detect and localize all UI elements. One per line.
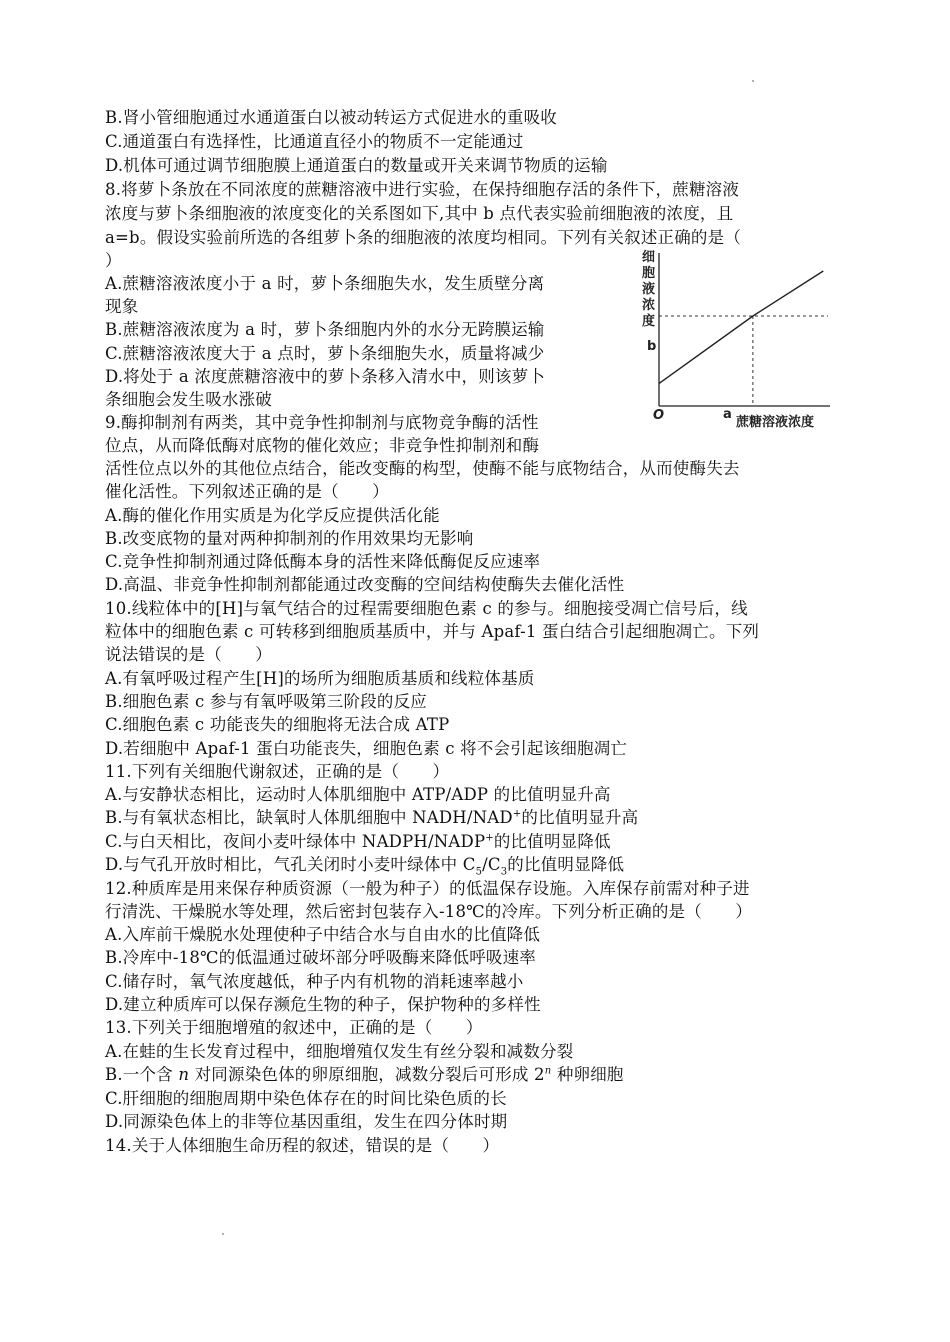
- q9-option-d: D.高温、非竞争性抑制剂都能通过改变酶的空间结构使酶失去催化活性: [105, 575, 625, 594]
- tick-label-a: a: [723, 407, 732, 422]
- q9-option-b: B.改变底物的量对两种抑制剂的作用效果均无影响: [105, 529, 474, 548]
- q13-stem: 13.下列关于细胞增殖的叙述中，正确的是（ ）: [105, 1018, 483, 1037]
- series-line-cell-sap: [659, 271, 823, 384]
- q12-option-a: A.入库前干燥脱水处理使种子中结合水与自由水的比值降低: [105, 925, 541, 944]
- q8-stem-line3: a=b。假设实验前所选的各组萝卜条的细胞液的浓度均相同。下列有关叙述正确的是（: [105, 228, 742, 247]
- q9-option-c: C.竞争性抑制剂通过降低酶本身的活性来降低酶促反应速率: [105, 552, 541, 571]
- q12-option-c: C.储存时，氧气浓度越低，种子内有机物的消耗速率越小: [105, 972, 524, 991]
- q13-option-b: B.一个含 n 对同源染色体的卵原细胞，减数分裂后可形成 2$^n$ 种卵细胞: [105, 1065, 624, 1084]
- q12-option-d: D.建立种质库可以保存濒危生物的种子，保护物种的多样性: [105, 995, 541, 1014]
- scan-speck: [752, 80, 754, 82]
- q10-option-b: B.细胞色素 c 参与有氧呼吸第三阶段的反应: [105, 692, 428, 711]
- q8-option-c: C.蔗糖溶液浓度大于 a 点时，萝卜条细胞失水，质量将减少: [105, 344, 545, 363]
- q9-stem-line3: 活性位点以外的其他位点结合，能改变酶的构型，使酶不能与底物结合，从而使酶失去: [105, 459, 740, 478]
- q9-stem-line2: 位点，从而降低酶对底物的催化效应；非竞争性抑制剂和酶: [105, 436, 540, 455]
- q10-stem-line2: 粒体中的细胞色素 c 可转移到细胞质基质中，并与 Apaf-1 蛋白结合引起细胞凋亡。下列: [105, 622, 760, 641]
- y-axis-label-char: 细: [642, 250, 656, 265]
- y-axis-label-char: 液: [642, 282, 656, 297]
- q8-stem-line1: 8.将萝卜条放在不同浓度的蔗糖溶液中进行实验，在保持细胞存活的条件下，蔗糖溶液: [105, 180, 740, 199]
- q10-option-a: A.有氧呼吸过程产生[H]的场所为细胞质基质和线粒体基质: [105, 669, 535, 688]
- q10-option-d: D.若细胞中 Apaf-1 蛋白功能丧失，细胞色素 c 将不会引起该细胞凋亡: [105, 739, 628, 758]
- q8-option-a-cont: 现象: [105, 297, 139, 316]
- tick-label-b: b: [647, 339, 657, 354]
- q12-option-b: B.冷库中-18℃的低温通过破坏部分呼吸酶来降低呼吸速率: [105, 948, 536, 967]
- q11-option-a: A.与安静状态相比，运动时人体肌细胞中 ATP/ADP 的比值明显升高: [105, 785, 611, 804]
- q11-stem: 11.下列有关细胞代谢叙述，正确的是（ ）: [105, 762, 450, 781]
- q11-option-c: C.与白天相比，夜间小麦叶绿体中 NADPH/NADP+的比值明显降低: [105, 832, 611, 851]
- q13-option-a: A.在蛙的生长发育过程中，细胞增殖仅发生有丝分裂和减数分裂: [105, 1042, 574, 1061]
- q10-stem-line3: 说法错误的是（ ）: [105, 645, 272, 664]
- scan-speck: [222, 1233, 224, 1235]
- y-axis-label-char: 浓: [642, 298, 656, 313]
- q13-option-d: D.同源染色体上的非等位基因重组，发生在四分体时期: [105, 1112, 508, 1131]
- origin-label: O: [653, 408, 665, 423]
- q8-stem-line4: ）: [105, 251, 122, 270]
- q9-stem-line1: 9.酶抑制剂有两类，其中竞争性抑制剂与底物竞争酶的活性: [105, 413, 539, 432]
- q8-figure: [633, 243, 843, 438]
- x-axis-label: 蔗糖溶液浓度: [736, 415, 815, 430]
- q10-option-c: C.细胞色素 c 功能丧失的细胞将无法合成 ATP: [105, 715, 450, 734]
- q8-option-d-cont: 条细胞会发生吸水涨破: [105, 390, 272, 409]
- q8-stem-line2: 浓度与萝卜条细胞液的浓度变化的关系图如下,其中 b 点代表实验前细胞液的浓度，且: [105, 204, 734, 223]
- q10-stem-line1: 10.线粒体中的[H]与氧气结合的过程需要细胞色素 c 的参与。细胞接受凋亡信号后，线: [105, 599, 748, 618]
- q12-stem-line1: 12.种质库是用来保存种质资源（一般为种子）的低温保存设施。入库保存前需对种子进: [105, 879, 750, 898]
- q8-option-d: D.将处于 a 浓度蔗糖溶液中的萝卜条移入清水中，则该萝卜: [105, 367, 546, 386]
- q9-option-a: A.酶的催化作用实质是为化学反应提供活化能: [105, 506, 440, 525]
- q7-option-d: D.机体可通过调节细胞膜上通道蛋白的数量或开关来调节物质的运输: [105, 156, 608, 175]
- q7-option-c: C.通道蛋白有选择性，比通道直径小的物质不一定能通过: [105, 132, 524, 151]
- q8-option-a: A.蔗糖溶液浓度小于 a 时，萝卜条细胞失水，发生质壁分离: [105, 274, 545, 293]
- y-axis-label-char: 度: [642, 314, 656, 329]
- q11-option-d: D.与气孔开放时相比，气孔关闭时小麦叶绿体中 $C_5/C_3$的比值明显降低: [105, 855, 625, 878]
- q8-option-b: B.蔗糖溶液浓度为 a 时，萝卜条细胞内外的水分无跨膜运输: [105, 320, 545, 339]
- concentration-chart: [633, 243, 843, 438]
- q9-stem-line4: 催化活性。下列叙述正确的是（ ）: [105, 482, 389, 501]
- q11-option-b: B.与有氧状态相比，缺氧时人体肌细胞中 NADH/NAD+的比值明显升高: [105, 808, 639, 827]
- q14-stem: 14.关于人体细胞生命历程的叙述，错误的是（ ）: [105, 1136, 500, 1155]
- q12-stem-line2: 行清洗、干燥脱水等处理，然后密封包装存入-18℃的冷库。下列分析正确的是（ ）: [105, 902, 753, 921]
- q13-option-c: C.肝细胞的细胞周期中染色体存在的时间比染色质的长: [105, 1089, 507, 1108]
- y-axis-label-char: 胞: [642, 266, 656, 281]
- q7-option-b: B.肾小管细胞通过水通道蛋白以被动转运方式促进水的重吸收: [105, 108, 557, 127]
